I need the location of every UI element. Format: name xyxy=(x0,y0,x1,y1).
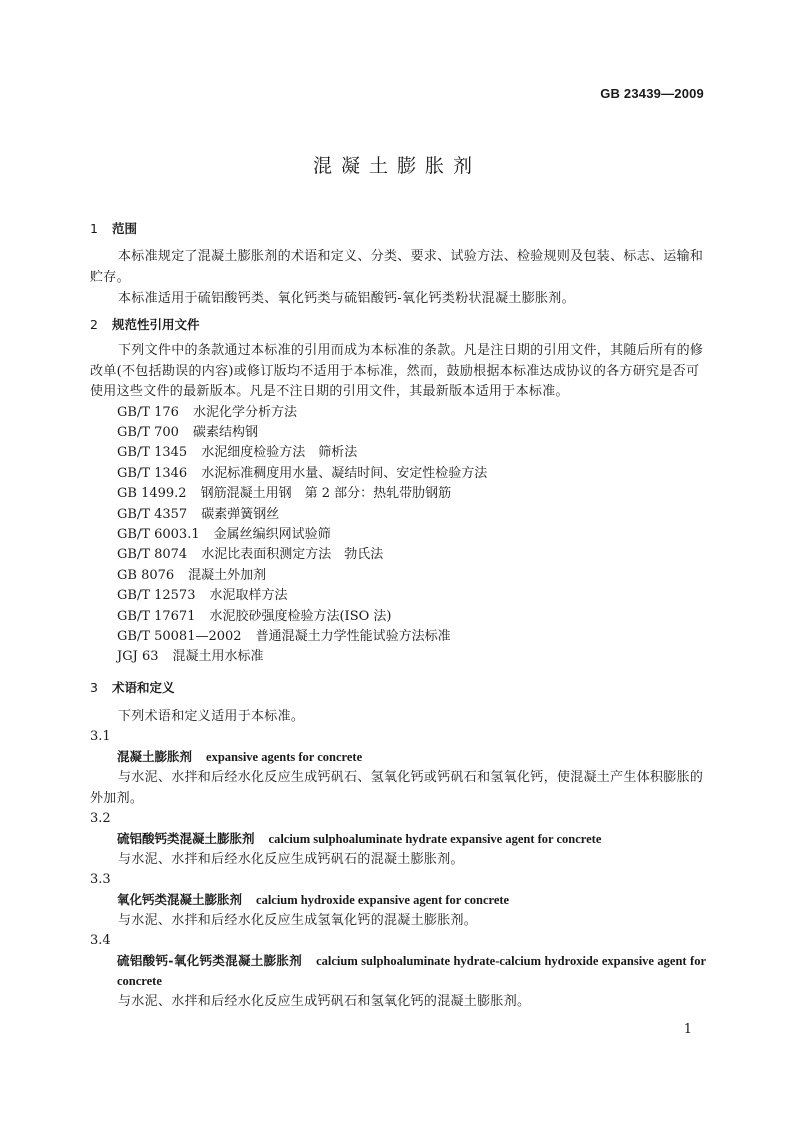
reference-title: 水泥细度检验方法 筛析法 xyxy=(201,445,358,461)
term-number: 3.2 xyxy=(90,810,111,826)
reference-title: 水泥标准稠度用水量、凝结时间、安定性检验方法 xyxy=(201,465,488,481)
reference-code: GB/T 17671 xyxy=(117,608,196,624)
reference-item xyxy=(90,423,706,443)
reference-item xyxy=(90,505,706,525)
reference-code: JGJ 63 xyxy=(117,649,159,665)
term-entry xyxy=(90,870,706,931)
document-body xyxy=(90,218,706,1012)
page-number: 1 xyxy=(683,1022,692,1037)
reference-item xyxy=(90,464,706,484)
reference-title: 金属丝编织网试验筛 xyxy=(213,526,331,542)
term-name-zh: 氧化钙类混凝土膨胀剂 xyxy=(117,891,243,907)
reference-code: GB/T 6003.1 xyxy=(117,526,200,542)
reference-code: GB/T 700 xyxy=(117,424,179,440)
reference-title: 钢筋混凝土用钢 第 2 部分：热轧带肋钢筋 xyxy=(200,486,452,502)
section-number: 2 xyxy=(90,317,98,332)
reference-item xyxy=(90,403,706,423)
term-entry xyxy=(90,809,706,870)
reference-item xyxy=(90,484,706,504)
section-number: 1 xyxy=(90,221,98,236)
standard-code: GB 23439—2009 xyxy=(600,86,704,101)
section-title: 范围 xyxy=(112,221,138,236)
reference-code: GB/T 8074 xyxy=(117,547,188,563)
reference-item xyxy=(90,647,706,667)
section-heading-refs xyxy=(90,314,706,336)
term-name-zh: 硫铝酸钙-氧化钙类混凝土膨胀剂 xyxy=(117,952,303,968)
reference-title: 水泥胶砂强度检验方法(ISO 法) xyxy=(209,608,392,624)
reference-code: GB 1499.2 xyxy=(117,486,187,502)
reference-item xyxy=(90,443,706,463)
term-name-en: calcium hydroxide expansive agent for concrete xyxy=(256,892,510,907)
term-name-en: calcium sulphoaluminate hydrate-calcium hydroxide expansive agent for concrete xyxy=(117,953,706,988)
section-number: 3 xyxy=(90,679,98,695)
term-number: 3.1 xyxy=(90,728,111,744)
term-name-en: expansive agents for concrete xyxy=(206,749,363,764)
document-title: 混凝土膨胀剂 xyxy=(312,155,481,177)
section-heading-terms xyxy=(90,677,706,699)
reference-item xyxy=(90,545,706,565)
term-name xyxy=(90,951,706,991)
reference-code: GB/T 50081—2002 xyxy=(117,628,242,644)
section-title: 规范性引用文件 xyxy=(112,317,200,332)
term-number: 3.3 xyxy=(90,871,111,887)
reference-title: 水泥取样方法 xyxy=(209,588,288,604)
reference-title: 水泥比表面积测定方法 勃氏法 xyxy=(201,547,384,563)
paragraph: 本标准适用于硫铝酸钙类、氧化钙类与硫铝酸钙-氧化钙类粉状混凝土膨胀剂。 xyxy=(118,291,575,306)
term-definition: 与水泥、水拌和后经水化反应生成钙矾石和氢氧化钙的混凝土膨胀剂。 xyxy=(118,993,531,1009)
term-name xyxy=(90,747,706,767)
term-entry xyxy=(90,727,706,809)
term-name-zh: 硫铝酸钙类混凝土膨胀剂 xyxy=(117,830,255,846)
reference-title: 水泥化学分析方法 xyxy=(192,404,297,420)
reference-item xyxy=(90,586,706,606)
reference-list xyxy=(90,403,706,668)
reference-code: GB/T 1346 xyxy=(117,465,188,481)
term-number: 3.4 xyxy=(90,932,111,948)
term-name xyxy=(90,829,706,849)
term-name-en: calcium sulphoaluminate hydrate expansive agent for concrete xyxy=(268,831,602,846)
reference-code: GB/T 1345 xyxy=(117,445,188,461)
section-title: 术语和定义 xyxy=(112,679,175,695)
reference-title: 碳素弹簧钢丝 xyxy=(201,506,280,522)
term-name-zh: 混凝土膨胀剂 xyxy=(117,748,193,764)
term-definition: 与水泥、水拌和后经水化反应生成氢氧化钙的混凝土膨胀剂。 xyxy=(118,912,478,928)
reference-title: 普通混凝土力学性能试验方法标准 xyxy=(255,628,451,644)
reference-code: GB/T 4357 xyxy=(117,506,188,522)
term-entry xyxy=(90,931,706,1012)
reference-code: GB/T 12573 xyxy=(117,588,196,604)
term-definition: 与水泥、水拌和后经水化反应生成钙矾石的混凝土膨胀剂。 xyxy=(118,851,464,867)
reference-item xyxy=(90,525,706,545)
paragraph: 下列术语和定义适用于本标准。 xyxy=(118,708,305,724)
reference-title: 混凝土外加剂 xyxy=(188,567,267,583)
reference-item xyxy=(90,566,706,586)
reference-title: 碳素结构钢 xyxy=(192,424,258,440)
reference-code: GB/T 176 xyxy=(117,404,179,420)
term-name xyxy=(90,890,706,910)
term-definition: 与水泥、水拌和后经水化反应生成钙矾石、氢氧化钙或钙矾石和氢氧化钙，使混凝土产生体积膨胀的外加剂。 xyxy=(90,769,704,806)
paragraph: 本标准规定了混凝土膨胀剂的术语和定义、分类、要求、试验方法、检验规则及包装、标志、运输和贮存。 xyxy=(90,249,704,285)
reference-item xyxy=(90,627,706,647)
reference-code: GB 8076 xyxy=(117,567,175,583)
reference-title: 混凝土用水标准 xyxy=(172,649,264,665)
section-heading-scope xyxy=(90,218,706,240)
paragraph: 下列文件中的条款通过本标准的引用而成为本标准的条款。凡是注日期的引用文件，其随后所有的修改单(不包括勘误的内容)或修订版均不适用于本标准，然而，鼓励根据本标准达成协议的各方研究是否可使用这些文件的最新版本。凡是不注日期的引用文件，其最新版本适用于本标准。 xyxy=(90,343,704,399)
reference-item xyxy=(90,607,706,627)
